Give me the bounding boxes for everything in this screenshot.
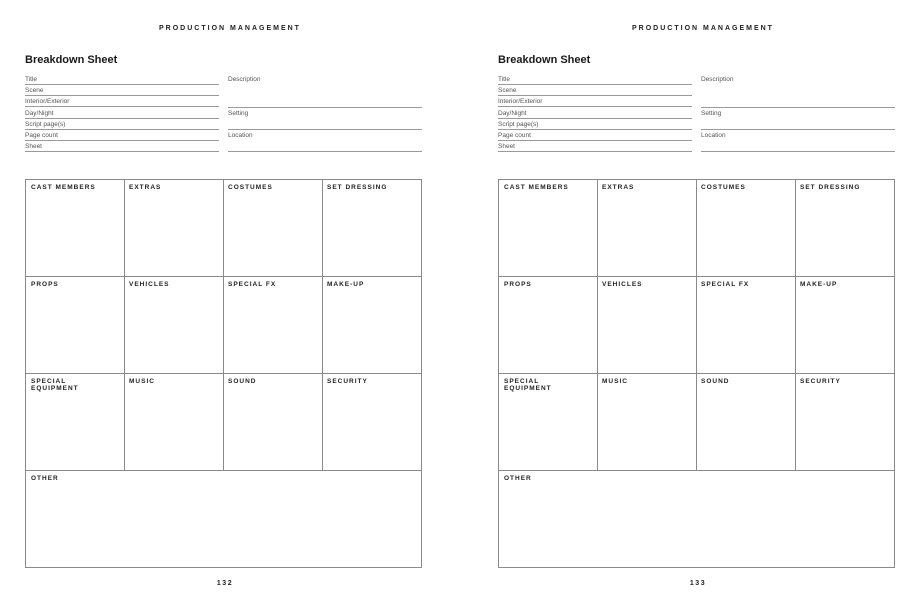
header-fields: [25, 73, 422, 155]
cell-set-dressing[interactable]: [322, 180, 421, 276]
cell-costumes[interactable]: [223, 180, 322, 276]
cell-label: COSTUMES: [228, 184, 273, 191]
field-sheet[interactable]: Sheet: [25, 140, 219, 152]
page-number: 133: [689, 580, 707, 587]
cell-make-up[interactable]: [795, 277, 894, 373]
cell-label: VEHICLES: [129, 281, 170, 288]
cell-label: SPECIAL EQUIPMENT: [504, 378, 552, 392]
cell-extras[interactable]: [124, 180, 223, 276]
cell-label: SPECIAL FX: [701, 281, 750, 288]
field-page-count[interactable]: Page count: [25, 129, 219, 141]
cell-label: SOUND: [228, 378, 257, 385]
cell-label: SOUND: [701, 378, 730, 385]
cell-special-equipment[interactable]: [499, 374, 597, 470]
field-script-pages[interactable]: Script page(s): [498, 118, 692, 130]
cell-vehicles[interactable]: [597, 277, 696, 373]
cell-special-fx[interactable]: [223, 277, 322, 373]
sheet-title: Breakdown Sheet: [25, 54, 118, 66]
cell-props[interactable]: [26, 277, 124, 373]
cell-label: OTHER: [504, 475, 532, 482]
cell-label: MUSIC: [602, 378, 628, 385]
cell-label: SECURITY: [327, 378, 368, 385]
field-day-night[interactable]: Day/Night: [25, 107, 219, 119]
cell-special-fx[interactable]: [696, 277, 795, 373]
cell-label: MAKE-UP: [800, 281, 838, 288]
cell-set-dressing[interactable]: [795, 180, 894, 276]
running-head: PRODUCTION MANAGEMENT: [159, 25, 301, 32]
cell-label: CAST MEMBERS: [31, 184, 96, 191]
cell-label: CAST MEMBERS: [504, 184, 569, 191]
field-sheet[interactable]: Sheet: [498, 140, 692, 152]
page-number: 132: [216, 580, 234, 587]
breakdown-grid: [498, 179, 895, 568]
field-title[interactable]: Title: [25, 73, 219, 85]
cell-sound[interactable]: [223, 374, 322, 470]
cell-extras[interactable]: [597, 180, 696, 276]
cell-label: PROPS: [504, 281, 532, 288]
field-day-night[interactable]: Day/Night: [498, 107, 692, 119]
field-interior-exterior[interactable]: Interior/Exterior: [498, 95, 692, 107]
cell-label: MAKE-UP: [327, 281, 365, 288]
cell-cast-members[interactable]: [499, 180, 597, 276]
cell-label: OTHER: [31, 475, 59, 482]
field-description[interactable]: Description: [228, 73, 422, 108]
field-scene[interactable]: Scene: [498, 84, 692, 96]
cell-label: MUSIC: [129, 378, 155, 385]
cell-security[interactable]: [795, 374, 894, 470]
right-page: [473, 0, 920, 613]
cell-other[interactable]: [499, 471, 894, 567]
cell-label: SECURITY: [800, 378, 841, 385]
cell-sound[interactable]: [696, 374, 795, 470]
cell-label: COSTUMES: [701, 184, 746, 191]
cell-security[interactable]: [322, 374, 421, 470]
cell-vehicles[interactable]: [124, 277, 223, 373]
field-interior-exterior[interactable]: Interior/Exterior: [25, 95, 219, 107]
field-page-count[interactable]: Page count: [498, 129, 692, 141]
field-scene[interactable]: Scene: [25, 84, 219, 96]
cell-make-up[interactable]: [322, 277, 421, 373]
cell-label: VEHICLES: [602, 281, 643, 288]
cell-label: SET DRESSING: [800, 184, 861, 191]
cell-costumes[interactable]: [696, 180, 795, 276]
field-location[interactable]: Location: [701, 129, 895, 152]
breakdown-grid: [25, 179, 422, 568]
cell-special-equipment[interactable]: [26, 374, 124, 470]
field-script-pages[interactable]: Script page(s): [25, 118, 219, 130]
cell-label: EXTRAS: [129, 184, 162, 191]
cell-music[interactable]: [124, 374, 223, 470]
field-title[interactable]: Title: [498, 73, 692, 85]
field-setting[interactable]: Setting: [228, 107, 422, 130]
field-setting[interactable]: Setting: [701, 107, 895, 130]
cell-music[interactable]: [597, 374, 696, 470]
sheet-title: Breakdown Sheet: [498, 54, 591, 66]
cell-other[interactable]: [26, 471, 421, 567]
header-fields: [498, 73, 895, 155]
cell-label: SPECIAL EQUIPMENT: [31, 378, 79, 392]
cell-label: PROPS: [31, 281, 59, 288]
cell-props[interactable]: [499, 277, 597, 373]
cell-cast-members[interactable]: [26, 180, 124, 276]
cell-label: SET DRESSING: [327, 184, 388, 191]
field-location[interactable]: Location: [228, 129, 422, 152]
cell-label: EXTRAS: [602, 184, 635, 191]
field-description[interactable]: Description: [701, 73, 895, 108]
cell-label: SPECIAL FX: [228, 281, 277, 288]
running-head: PRODUCTION MANAGEMENT: [632, 25, 774, 32]
